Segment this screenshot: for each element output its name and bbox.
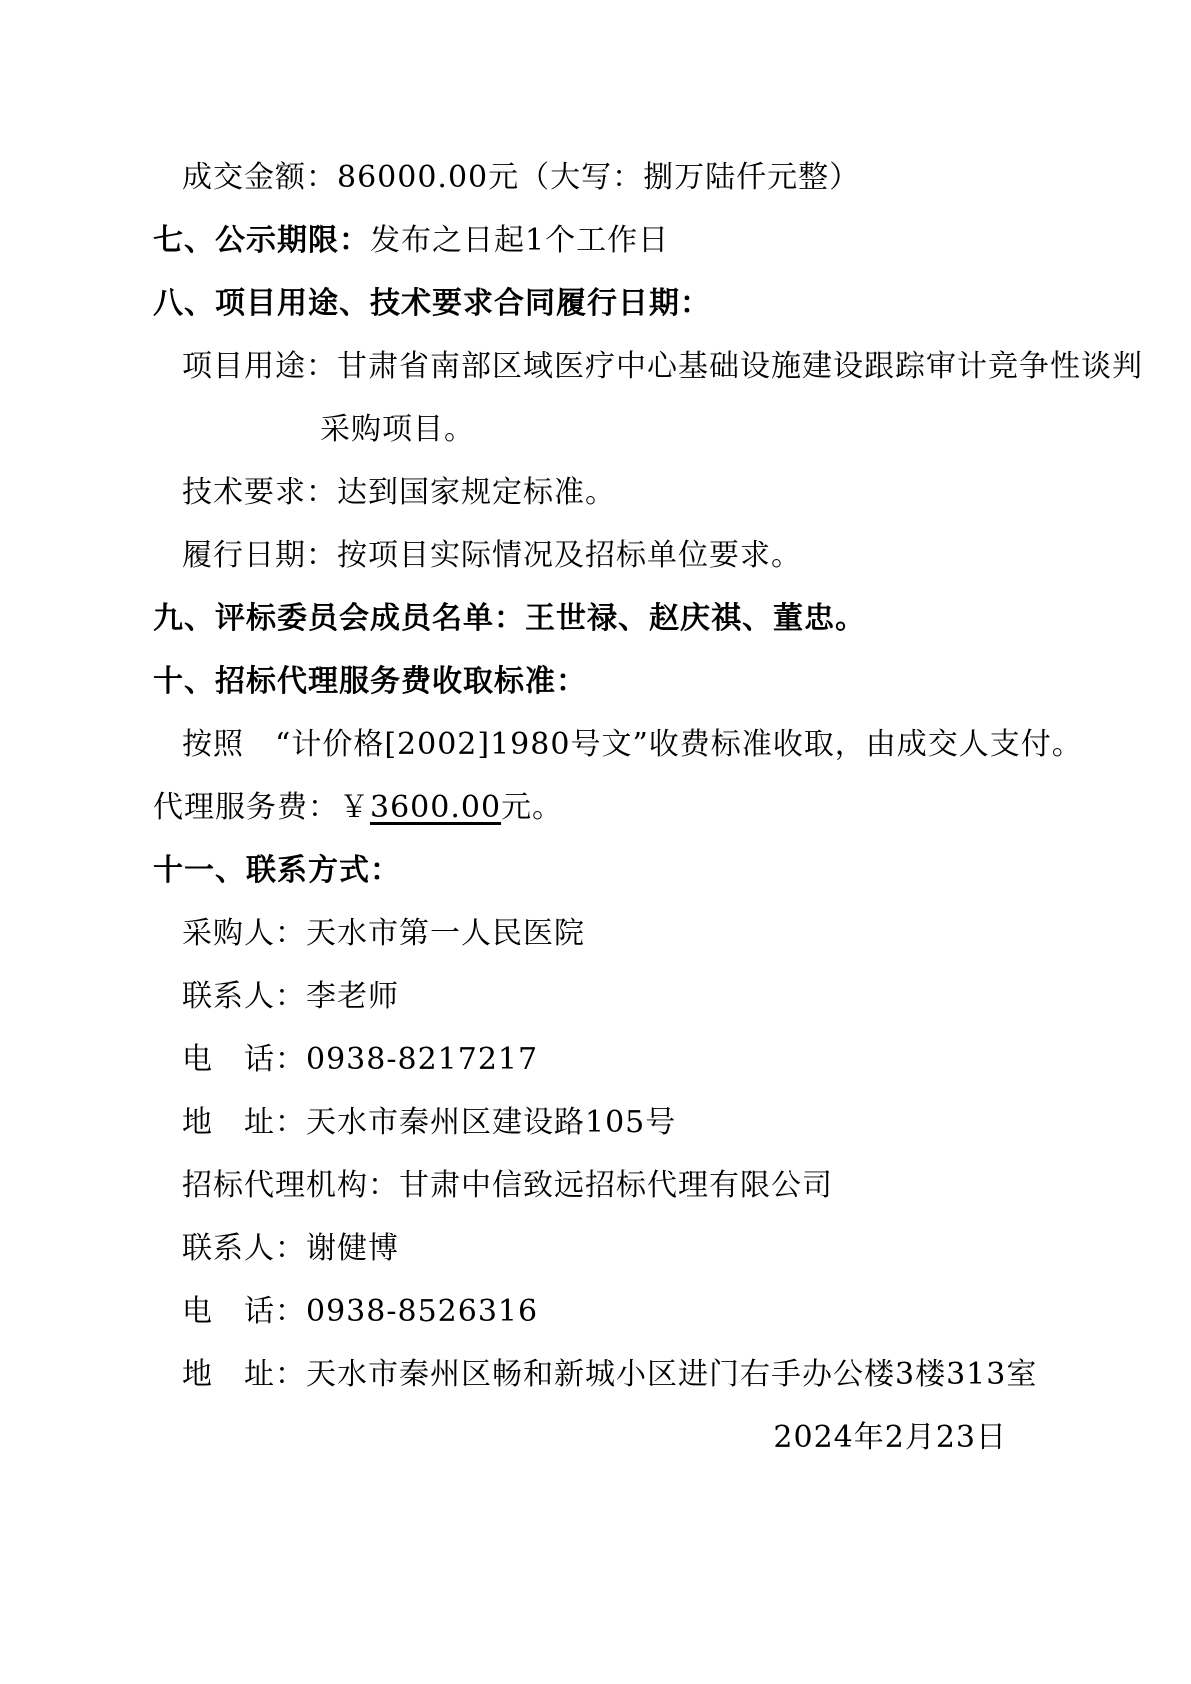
performance-date-line: 履行日期：按项目实际情况及招标单位要求。	[182, 538, 802, 573]
buyer-phone-line: 电 话：0938-8217217	[182, 1042, 539, 1077]
agency-fee-amount: 3600.00	[370, 790, 502, 825]
section9-heading-line: 九、评标委员会成员名单：王世禄、赵庆祺、董忠。	[153, 601, 866, 636]
project-purpose-line-2: 采购项目。	[320, 412, 475, 447]
project-purpose-line-1: 项目用途：甘肃省南部区域医疗中心基础设施建设跟踪审计竞争性谈判	[182, 349, 1143, 384]
deal-amount-line: 成交金额：86000.00元（大写：捌万陆仟元整）	[182, 160, 861, 195]
agency-phone-line: 电 话：0938-8526316	[182, 1294, 539, 1329]
section11-heading-line: 十一、联系方式：	[153, 853, 401, 888]
section8-heading-line: 八、项目用途、技术要求合同履行日期：	[153, 286, 711, 321]
fee-basis-line: 按照 “计价格[2002]1980号文”收费标准收取，由成交人支付。	[182, 727, 1083, 762]
document-date: 2024年2月23日	[773, 1420, 1007, 1455]
technical-requirement-line: 技术要求：达到国家规定标准。	[182, 475, 616, 510]
section7-heading-label: 七、公示期限：	[153, 223, 370, 258]
section10-heading-line: 十、招标代理服务费收取标准：	[153, 664, 587, 699]
agency-fee-suffix: 元。	[501, 790, 564, 825]
agency-address-line: 地 址：天水市秦州区畅和新城小区进门右手办公楼3楼313室	[182, 1357, 1038, 1392]
agency-fee-line	[0, 776, 1191, 839]
buyer-contact-line: 联系人：李老师	[182, 979, 399, 1014]
buyer-line: 采购人：天水市第一人民医院	[182, 916, 585, 951]
agency-contact-line: 联系人：谢健博	[182, 1231, 399, 1266]
section7-heading-line	[0, 209, 1191, 272]
section7-heading-value: 发布之日起1个工作日	[370, 223, 670, 258]
buyer-address-line: 地 址：天水市秦州区建设路105号	[182, 1105, 677, 1140]
agency-name-line: 招标代理机构：甘肃中信致远招标代理有限公司	[182, 1168, 833, 1203]
agency-fee-prefix: 代理服务费：￥	[153, 790, 370, 825]
